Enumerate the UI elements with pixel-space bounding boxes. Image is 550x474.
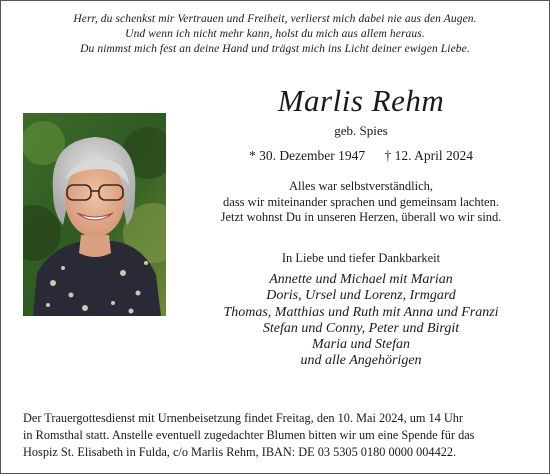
poem-line: Alles war selbstverständlich, [288, 179, 434, 193]
poem-line: dass wir miteinander sprachen und gemeinsam lachten. [223, 194, 499, 209]
deceased-name: Marlis Rehm [277, 83, 445, 118]
notice-line: Hospiz St. Elisabeth in Fulda, c/o Marlis Rehm, IBAN: DE 03 5305 0180 0000 004422. [23, 445, 457, 459]
poem-line: Jetzt wohnst Du in unseren Herzen, überall wo wir sind. [220, 210, 502, 224]
life-dates [191, 147, 531, 164]
verse-line: Und wenn ich nicht mehr kann, holst du mich aus allem heraus. [125, 28, 425, 40]
mourner-line: und alle Angehörigen [300, 353, 422, 369]
greeting: In Liebe und tiefer Dankbarkeit [281, 251, 441, 265]
maiden-name: geb. Spies [334, 123, 388, 138]
poem [191, 179, 531, 226]
portrait-photo [23, 113, 166, 316]
death-date: † 12. April 2024 [384, 148, 474, 163]
verse-line: Herr, du schenkst mir Vertrauen und Freiheit, verlierst mich dabei nie aus den Augen. [73, 13, 477, 25]
mourner-line: Annette und Michael mit Marian [269, 272, 453, 287]
mourner-line: Thomas, Matthias und Ruth mit Anna und Franzi [223, 304, 499, 320]
verse-line: Du nimmst mich fest an deine Hand und trägst mich ins Licht deiner ewigen Liebe. [80, 43, 470, 55]
mourner-line: Stefan und Conny, Peter und Birgit [262, 320, 460, 336]
notice-line: Der Trauergottesdienst mit Urnenbeisetzung findet Freitag, den 10. Mai 2024, um 14 Uhr [23, 411, 463, 425]
mourner-line: Maria und Stefan [312, 337, 410, 353]
funeral-notice [23, 410, 539, 461]
opening-verse [1, 12, 549, 57]
mourners-list [191, 272, 531, 370]
notice-line: in Romsthal statt. Anstelle eventuell zugedachter Blumen bitten wir um eine Spende für das [23, 428, 475, 442]
birth-date: * 30. Dezember 1947 [248, 148, 366, 163]
mourner-line: Doris, Ursel und Lorenz, Irmgard [266, 288, 456, 304]
